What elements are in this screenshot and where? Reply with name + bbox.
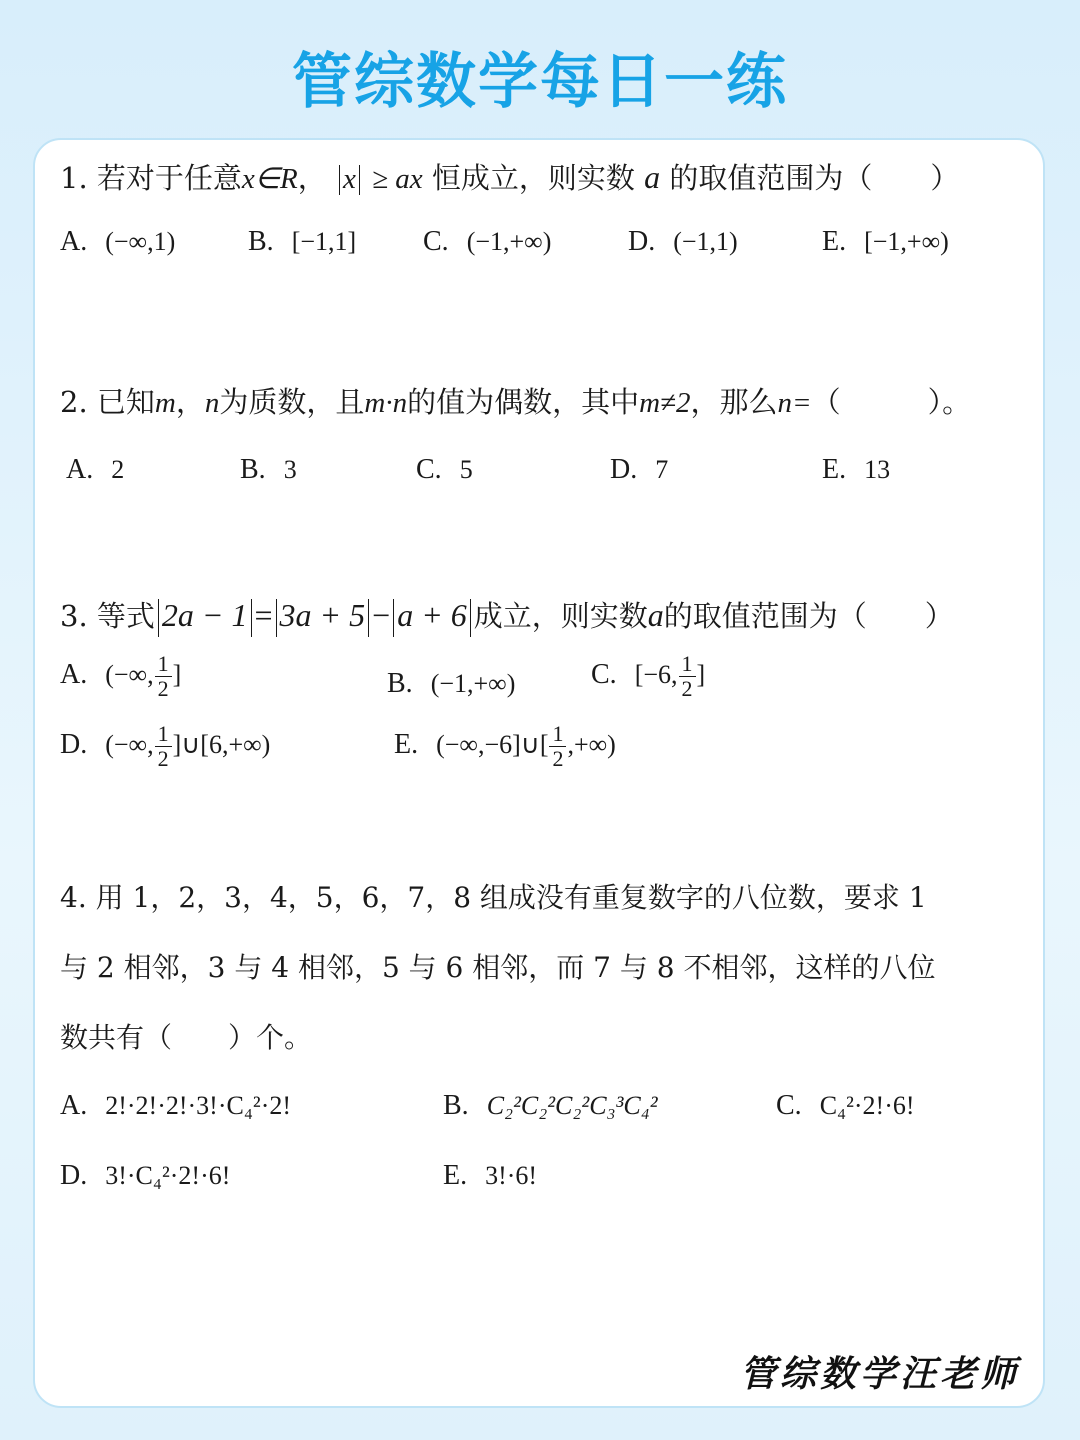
q2-text-c: 的值为偶数，其中 (407, 385, 640, 419)
q3-number: 3. (60, 599, 88, 633)
q4-option-a: A. 2!·2!·2!·3!·C₄²·2! (60, 1090, 292, 1121)
q3-text-a: 等式 (96, 599, 155, 633)
q1-option-b: B. [−1,1] (248, 226, 357, 257)
abs-bar (339, 165, 340, 195)
question-1 (60, 156, 959, 197)
q2-text-e: （ ）。 (811, 385, 972, 419)
q3-option-e: E. (−∞,−6]∪[ $\frac{1}{2}$ ,+∞) (394, 721, 616, 771)
q1-text-a: 若对于任意 (96, 161, 242, 195)
q2-n-eq: n= (777, 387, 812, 419)
q1-option-d: D. (−1,1) (628, 226, 738, 257)
q1-var-a: a (644, 159, 661, 195)
q2-comma: ， (175, 385, 205, 419)
q1-expr-x: x∈R (241, 163, 298, 195)
abs-bar (470, 599, 471, 637)
abs-bar (276, 599, 277, 637)
q2-text-b: 为质数，且 (219, 385, 365, 419)
q2-option-e: E. 13 (822, 454, 891, 485)
abs-bar (368, 599, 369, 637)
q1-option-a: A. (−∞,1) (60, 226, 176, 257)
q2-text-d: ，那么 (690, 385, 778, 419)
q2-option-c: C. 5 (416, 454, 473, 485)
question-card (33, 138, 1045, 1408)
q4-line-3: 数共有（ ）个。 (60, 1021, 313, 1054)
page-title: 管综数学每日一练 (292, 47, 788, 117)
q2-option-a: A. 2 (66, 454, 125, 485)
abs-bar (393, 599, 394, 637)
q1-option-e: E. [−1,+∞) (822, 226, 949, 257)
q1-comma: ， (297, 161, 327, 195)
question-2 (60, 380, 971, 421)
q1-expr-ineq: ≥ ax (372, 163, 423, 195)
q3-var-a: a (647, 597, 664, 633)
q2-option-b: B. 3 (240, 454, 297, 485)
q1-text-c: 的取值范围为（ ） (669, 161, 960, 195)
q1-text-b: 恒成立，则实数 (431, 161, 635, 195)
q3-option-a: A. (−∞, $\frac{1}{2}$ ] (60, 651, 182, 701)
author-signature: 管综数学汪老师 (739, 1353, 1020, 1395)
q2-number: 2. (60, 385, 88, 419)
q1-option-c: C. (−1,+∞) (423, 226, 552, 257)
q2-text-a: 已知 (96, 385, 155, 419)
q3-option-c: C. [−6, $\frac{1}{2}$ ] (591, 651, 706, 701)
abs-bar (158, 599, 159, 637)
q3-eq: = (254, 597, 273, 633)
abs-bar (251, 599, 252, 637)
q2-var-m: m (154, 387, 176, 419)
q2-var-n: n (204, 387, 220, 419)
q4-option-d: D. 3!·C₄²·2!·6! (60, 1160, 231, 1191)
q2-option-d: D. 7 (610, 454, 669, 485)
q4-line-1: 4. 用 1，2，3，4，5，6，7，8 组成没有重复数字的八位数，要求 1 (60, 881, 927, 914)
q1-number: 1. (60, 161, 88, 195)
q3-abs2: 3a + 5 (279, 597, 366, 633)
q3-abs1: 2a − 1 (161, 597, 248, 633)
question-3 (60, 594, 954, 637)
q3-text-c: 的取值范围为（ ） (663, 599, 954, 633)
q4-option-b: B. C₂²C₂²C₂²C₃³C₄² (443, 1090, 658, 1121)
q3-option-d: D. (−∞, $\frac{1}{2}$ ]∪[6,+∞) (60, 721, 271, 771)
q3-option-b: B. (−1,+∞) (387, 668, 516, 699)
q2-expr-mn: m·n (364, 387, 408, 419)
q3-minus: − (372, 597, 391, 633)
q2-cond: m≠2 (639, 387, 691, 419)
q4-option-e: E. 3!·6! (443, 1160, 538, 1191)
q1-absx: x (343, 163, 356, 195)
q3-text-b: 成立，则实数 (473, 599, 648, 633)
abs-bar (359, 165, 360, 195)
q4-option-c: C. C₄²·2!·6! (776, 1090, 915, 1121)
q4-line-2: 与 2 相邻，3 与 4 相邻，5 与 6 相邻，而 7 与 8 不相邻，这样的八位 (60, 951, 936, 984)
q3-abs3: a + 6 (397, 597, 467, 633)
